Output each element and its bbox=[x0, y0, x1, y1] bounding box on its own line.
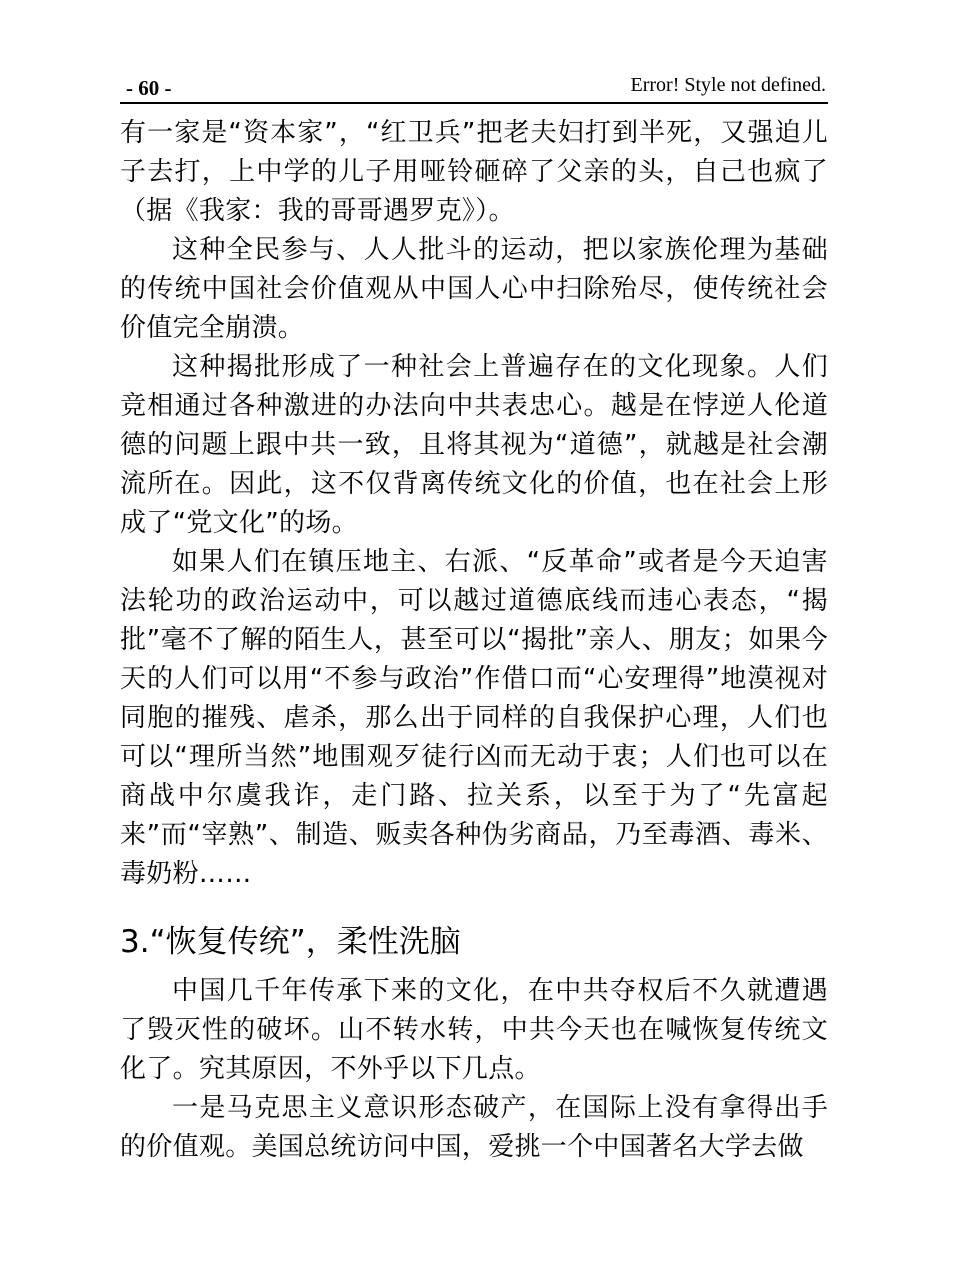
running-header bbox=[120, 66, 828, 104]
paragraph: 一是马克思主义意识形态破产，在国际上没有拿得出手的价值观。美国总统访问中国，爱挑一个中国著名大学去做 bbox=[120, 1093, 828, 1162]
section-heading: 3.“恢复传统”，柔性洗脑 bbox=[120, 924, 461, 960]
paragraph: 如果人们在镇压地主、右派、“反革命”或者是今天迫害法轮功的政治运动中，可以越过道德底线而违心表态，“揭批”毫不了解的陌生人，甚至可以“揭批”亲人、朋友；如果今天的人们可以用“不参与政治”作借口而“心安理得”地漠视对同胞的摧残、虐杀，那么出于同样的自我保护心理，人们也可以“理所当然”地围观歹徒行凶而无动于衷；人们也可以在商战中尔虞我诈，走门路、拉关系，以至于为了“先富起来”而“宰熟”、制造、贩卖各种伪劣商品，乃至毒酒、毒米、毒奶粉…… bbox=[120, 547, 828, 889]
page-number: - 60 - bbox=[126, 76, 172, 100]
paragraph: 中国几千年传承下来的文化，在中共夺权后不久就遭遇了毁灭性的破坏。山不转水转，中共今天也在喊恢复传统文化了。究其原因，不外乎以下几点。 bbox=[120, 976, 828, 1084]
paragraph: 这种全民参与、人人批斗的运动，把以家族伦理为基础的传统中国社会价值观从中国人心中扫除殆尽，使传统社会价值完全崩溃。 bbox=[120, 235, 828, 343]
document-body bbox=[120, 104, 828, 1167]
paragraph: 这种揭批形成了一种社会上普遍存在的文化现象。人们竞相通过各种激进的办法向中共表忠心。越是在悖逆人伦道德的问题上跟中共一致，且将其视为“道德”，就越是社会潮流所在。因此，这不仅背离传统文化的价值，也在社会上形成了“党文化”的场。 bbox=[120, 352, 828, 538]
paragraph: 有一家是“资本家”，“红卫兵”把老夫妇打到半死，又强迫儿子去打，上中学的儿子用哑铃砸碎了父亲的头，自己也疯了（据《我家：我的哥哥遇罗克》）。 bbox=[120, 118, 828, 226]
document-page bbox=[120, 66, 828, 1167]
header-title: Error! Style not defined. bbox=[630, 74, 826, 96]
